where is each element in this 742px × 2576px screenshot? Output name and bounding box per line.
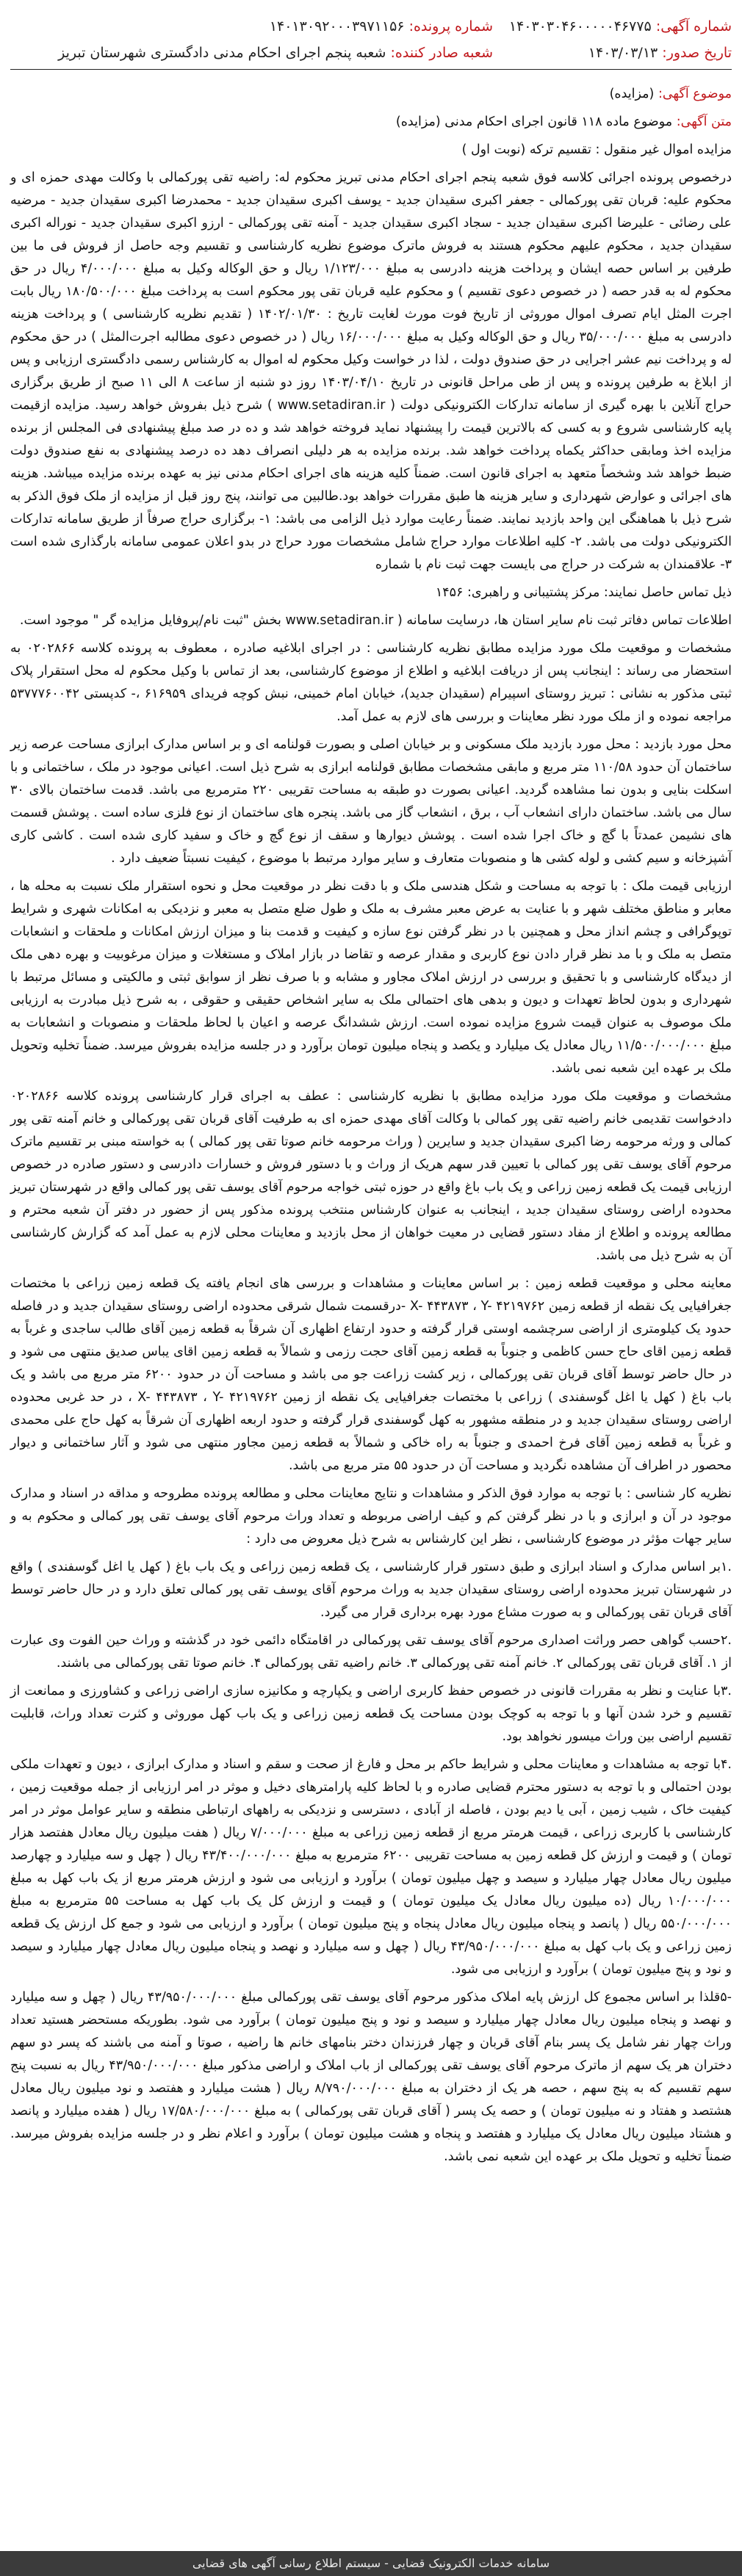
issue-date-field [493, 40, 732, 66]
opinion-item-1: .۱بر اساس مدارک و اسناد ابرازی و طبق دستور قرار کارشناسی ، یک قطعه زمین زراعی و یک باب باغ ( کهل یا اغل گوسفندی ) واقع در شهرستان تبریز محدوده اراضی روستای سقیدان جدید به وراث مرحوم آقای یوسف تقی پور کمالی تعلق دارد و در حال حاضر توسط آقای قربان تقی پورکمالی و به صورت مشاع مورد بهره برداری قرار می گیرد. [10, 1560, 732, 1620]
issue-date-value: ۱۴۰۳/۰۳/۱۳ [588, 45, 658, 61]
page-footer: سامانه خدمات الکترونیک قضایی - سیستم اطلاع رسانی آگهی های قضایی [0, 2551, 742, 2576]
paragraph-property-valuation: ارزیابی قیمت ملک : با توجه به مساحت و شکل هندسی ملک و با دقت نظر در موقعیت محل و نحوه استقرار ملک نسبت به محله ها ، معابر و مناطق مختلف شهر و با عنایت به عرض معبر مشرف به ملک و طول ضلع متصل به معبر و نزدیکی به امکانات شهری و شرایط توپوگرافی و چشم انداز محل و همچنین با در نظر گرفتن نوع سازه و کیفیت و قدمت بنا و میزان ارزش امکانات و ملحقات و انشعابات متصل به ملک و با مد نظر قرار دادن نوع کاربری و مقدار عرصه و تقاضا در بازار املاک و مستغلات و میزان مرغوبیت و بهره دهی ملک از دیدگاه کارشناسی و با تحقیق و بررسی در ارزش املاک مجاور و مشابه و با صرف نظر از سوابق ثبتی و مالکیتی و مسائل مرتبط با شهرداری و بدون لحاظ تعهدات و دیون و بدهی های احتمالی ملک به سایر اشخاص حقیقی و حقوقی ، به شرح ذیل مبادرت به ارزیابی ملک موصوف به عنوان قیمت شروع مزایده نموده است. ارزش ششدانگ عرصه و اعیان با لحاظ ملحقات و منصوبات و انشعابات به مبلغ ۱۱/۵۰۰/۰۰۰/۰۰۰ ریال معادل یک میلیارد و یکصد و پنجاه میلیون تومان برآورد و در جلسه مزایده بفروش میرسد. ضمناً تخلیه وتحویل ملک بر عهده این شعبه نمی باشد. [10, 879, 732, 1076]
auction-heading: مزایده اموال غیر منقول : تقسیم ترکه (نوبت اول ) [461, 142, 732, 157]
paragraph-support-contact: ذیل تماس حاصل نمایند: مرکز پشتیبانی و راهبری: ۱۴۵۶ [435, 585, 732, 600]
opinion-item-4: .۴با توجه به مشاهدات و معاینات محلی و شرایط حاکم بر محل و فارغ از صحت و سقم و اسناد و مدارک ابرازی ، دیون و تعهدات ملکی بودن احتمالی و با توجه به دستور محترم قضایی صادره و با لحاظ کلیه پارامترهای دخیل و موثر در امر ارزیابی از جمله موقعیت زمین ، کیفیت خاک ، شیب زمین ، آبی یا دیم بودن ، فاصله از آبادی ، دسترسی و نزدیکی به راههای ارتباطی منطقه و سایر عوامل موثر در امر کارشناسی با کاربری زراعی ، قیمت هرمتر مربع از قطعه زمین زراعی به مبلغ ۷/۰۰۰/۰۰۰ ریال ( هفت میلیون ریال معادل هفتصد هزار تومان ) و قیمت و ارزش کل قطعه زمین به مساحت تقریبی ۶۲۰۰ مترمربع به مبلغ ۴۳/۴۰۰/۰۰۰/۰۰۰ ریال ( چهل و سه میلیارد و چهارصد میلیون ریال معادل چهار میلیارد و سیصد و چهل میلیون تومان ) برآورد و ارزیابی می شود و ارزش هرمتر مربع از یک باب کهل به مبلغ ۱۰/۰۰۰/۰۰۰ ریال (ده میلیون ریال معادل یک میلیون تومان ) و قیمت و ارزش کل یک باب کهل به مساحت ۵۵ مترمربع به مبلغ ۵۵۰/۰۰۰/۰۰۰ ریال ( پانصد و پنجاه میلیون ریال معادل پنجاه و پنج میلیون تومان ) برآورد و ارزیابی می شود و جمع کل ارزش یک قطعه زمین زراعی و یک باب کهل به مبلغ ۴۳/۹۵۰/۰۰۰/۰۰۰ ریال ( چهل و سه میلیارد و نهصد و پنجاه میلیون ریال معادل چهار میلیارد و سیصد و نود و پنج میلیون تومان ) برآورد و ارزیابی می شود. [10, 1757, 732, 1977]
ad-text-line [10, 111, 732, 134]
header-row-2 [10, 40, 732, 66]
subject-label: موضوع آگهی: [658, 87, 732, 101]
issue-date-label: تاریخ صدور: [662, 45, 732, 61]
ad-text-label: متن آگهی: [676, 115, 732, 129]
ad-number-label: شماره آگهی: [655, 18, 732, 35]
header-row-1 [10, 13, 732, 40]
paragraph-land-inspection: معاینه محلی و موقعیت قطعه زمین : بر اساس معاینات و مشاهدات و بررسی های انجام یافته یک قطعه زمین زراعی با مختصات جغرافیایی یک نقطه از قطعه زمین X- ۴۴۳۸۷۳ ، Y- ۴۲۱۹۷۶۲ -درقسمت شمال شرقی محدوده اراضی روستای سقیدان جدید و در فاصله حدود یک کیلومتری از اراضی سرچشمه اوستی قرار گرفته و حدود ارتفاع اظهاری آن شرقاً به قطعه زمین آقای طالب ساجدی و غرباً به قطعه زمین اقای حاج حسن کاظمی و جنوباً به قطعه زمین آقای حجت رزمی و شمالاً به قطعه زمین اقای یباس صدیق منتهی می شود و در حال حاضر توسط آقای قربان تقی پورکمالی ، زیر کشت زراعت جو می باشد و مساحت آن در حدود ۶۲۰۰ متر مربع می باشد و یک باب باغ ( کهل یا اغل گوسفندی ) زراعی با مختصات جغرافیایی یک نقطه از زمین X- ۴۴۳۸۷۳ ، Y- ۴۲۱۹۷۶۲ ، در حد غربی محدوده اراضی روستای سقیدان جدید و در منطقه مشهور به کهل گوسفندی قرار گرفته و حدود اربعه اظهاری آن شرقاً به کهل حاج علی محمدی و غرباً به قطعه زمین آقای فرخ احمدی و جنوباً به راه خاکی و شمالاً به قطعه زمین مجاور منتهی می شود و آثار ساختمانی و دیوار محصور در اطراف آن مشاهده نگردید و مساحت آن در حدود ۵۵ متر مربع می باشد. [10, 1276, 732, 1473]
subject-value: (مزایده) [609, 87, 655, 101]
issuing-branch-label: شعبه صادر کننده: [390, 45, 493, 61]
notice-body [10, 83, 732, 2174]
ad-text-intro: موضوع ماده ۱۱۸ قانون اجرای احکام مدنی (مزایده) [395, 115, 673, 129]
paragraph-property-location: مشخصات و موقعیت ملک مورد مزایده مطابق نظریه کارشناسی : در اجرای ابلاغیه صادره ، معطوف به پرونده کلاسه ۰۲۰۲۸۶۶ به استحضار می رساند : اینجانب پس از دریافت ابلاغیه و اطلاع از موضوع کارشناسی، بعد از تماس با وکیل محکوم له محل استقرار پلاک ثبتی مذکور به نشانی : تبریز روستای اسپیرام (سقیدان جدید)، خیابان امام خمینی، نبش کوچه فریدای ۶۱۶۹۵۹ ،- کدپستی ۵۳۷۷۷۶۰۰۴۲ مراجعه نموده و از ملک مورد نظر معاینات و بررسی های لازم به عمل آمد. [10, 641, 732, 724]
issuing-branch-field [10, 40, 493, 66]
subject-line [10, 83, 732, 106]
paragraph-visited-property: محل مورد بازدید : محل مورد بازدید ملک مسکونی و بر خیابان اصلی و بصورت قولنامه ای و بر اساس مدارک ابرازی مساحت عرصه زیر ساختمان آن حدود ۱۱۰/۵۸ متر مربع و مابقی مشخصات مطابق قولنامه ابرازی به شرح ذیل است. اعیانی موجود در ملک ، ساختمانی و با اسکلت بنایی و بدون نما مشاهده گردید. اعیانی بصورت دو طبقه به مساحت تقریبی ۲۲۰ مترمربع می باشد. قدمت ساختمان بالای ۳۰ سال می باشد. ساختمان دارای انشعاب آب ، برق ، انشعاب گاز می باشد. پنجره های ساختمان از نوع فلزی ساده است . پوشش قسمت های نشیمن عمدتاً با گچ و خاک اجرا شده است . پوشش دیوارها و سقف از نوع گچ و خاک و سفید کاری شده است . کاشی کاری آشپزخانه و سیم کشی و لوله کشی ها و منصوبات متعارف و سایر موارد مرتبط با موضوع ، کیفیت نسبتاً ضعیف دارد . [10, 737, 732, 866]
header-divider [10, 69, 732, 70]
opinion-item-5: -۵قلذا بر اساس مجموع کل ارزش پایه املاک مذکور مرحوم آقای یوسف تقی پورکمالی مبلغ ۴۳/۹۵۰/۰۰۰/۰۰۰ ریال ( چهل و سه میلیارد و نهصد و پنجاه میلیون ریال معادل چهار میلیارد و سیصد و نود و پنج میلیون تومان ) برآورد می شود. بطوریکه مستحضر هستید تعداد وراث چهار نفر شامل یک پسر بنام آقای قربان و چهار فرزندان دختر بنامهای خانم ها راضیه ، صوتا و آمنه می باشند که پسر دو سهم دختران هر یک سهم از ماترک مرحوم آقای یوسف تقی پورکمالی از باب املاک و اراضی مذکور مبلغ ۴۳/۹۵۰/۰۰۰/۰۰۰ ریال به نسبت پنج سهم تقسیم که به پنج سهم ، حصه هر یک از دختران به مبلغ ۸/۷۹۰/۰۰۰/۰۰۰ ریال ( هشت میلیارد و هفتصد و نود میلیون ریال معادل هشتصد و هفتاد و نه میلیون تومان ) و حصه یک پسر ( آقای قربان تقی پورکمالی ) به مبلغ ۱۷/۵۸۰/۰۰۰/۰۰۰ ریال ( هفده میلیارد و پانصد و هشتاد میلیون ریال معادل یک میلیارد و هفتصد و پنجاه و هشت میلیون تومان ) برآورد و اعلام نظر و در جلسه مزایده بفروش میرسد. ضمناً تخلیه و تحویل ملک بر عهده این شعبه نمی باشد. [10, 1990, 732, 2164]
paragraph-auction-terms: درخصوص پرونده اجرائی کلاسه فوق شعبه پنجم اجرای احکام مدنی تبریز محکوم له: راضیه تقی پورکمالی با وکالت مهدی حمزه ای و محکوم علیه: قربان تقی پورکمالی - جعفر اکبری سقیدان جدید - یوسف اکبری سقیدان جدید - محمدرضا اکبری سقیدان جدید - مرضیه علی رضائی - علیرضا اکبری سقیدان جدید - سجاد اکبری سقیدان جدید - آمنه تقی پورکمالی - ارزو اکبری سقیدان جدید - نوراله اکبری سقیدان جدید ، محکوم علیهم محکوم هستند به فروش ماترک موضوع نظریه کارشناسی و تقسیم وجه حاصل از فروش فی ما بین طرفین بر اساس حصه ایشان و پرداخت هزینه دادرسی به مبلغ ۱/۱۲۳/۰۰۰ ریال و حق الوکاله وکیل به مبلغ ۴/۰۰۰/۰۰۰ ریال در حق محکوم له به قدر حصه ( در خصوص دعوی تقسیم ) و محکوم علیه قربان تقی پور محکوم است به پرداخت مبلغ ۱۸۰/۵۰۰/۰۰۰ ریال بابت اجرت المثل ایام تصرف اموال موروثی از تاریخ فوت مورث لغایت تاریخ : ۱۴۰۲/۰۱/۳۰ ( تقدیم نظریه کارشناسی ) و پرداخت هزینه دادرسی به مبلغ ۳۵/۰۰۰/۰۰۰ ریال و حق الوکاله وکیل به مبلغ ۱۶/۰۰۰/۰۰۰ ریال ( در خصوص دعوی مطالبه اجرت‌المثل ) در حق محکوم له و پرداخت نیم عشر اجرایی در حق صندوق دولت ، لذا در خواست وکیل محکوم له اموال به کارشناس رسمی دادگستری ارزیابی و پس از ابلاغ به طرفین پرونده و پس از طی مراحل قانونی در تاریخ ۱۴۰۳/۰۴/۱۰ روز دو شنبه از ساعت ۸ الی ۱۱ صبح از طریق برگزاری حراج آنلاین با بهره گیری از سامانه تدارکات الکترونیکی دولت ( www.setadiran.ir ) شرح ذیل بفروش خواهد رسید. مزایده ازقیمت پایه کارشناسی شروع و به کسی که بالاترین قیمت را پیشنهاد نماید فروخته خواهد شد و ده در صد مبلغ پیشنهادی فی المجلس از برنده مزایده اخذ ومابقی حداکثر یکماه پرداخت خواهد شد. برنده مزایده به هر دلیلی انصراف دهد ده درصد پیشنهادی به نفع صندوق دولت ضبط خواهد شد وشخصاً متعهد به اجرای قانون است. ضمناً کلیه هزینه های اجرای احکام مدنی نیز به عهده برنده مزایده میباشد. هزینه های اجرائی و عوارض شهرداری و سایر هزینه ها طبق مقررات خواهد بود.طالبین می توانند، پنج روز قبل از مزایده از ملک فوق الذکر به شرح ذیل با هماهنگی این واحد بازدید نمایند. ضمناً رعایت موارد ذیل الزامی می باشد: ۱- برگزاری حراج صرفاً از طریق سامانه تدارکات الکترونیکی دولت می باشد. ۲- کلیه اطلاعات موارد حراج شامل مشخصات مورد حراج در بدو اعلان عمومی سامانه بارگذاری شده است ۳- علاقمندان به شرکت در حراج می بایست جهت ثبت نام با شماره [10, 170, 732, 572]
ad-number-value: ۱۴۰۳۰۳۰۴۶۰۰۰۰۰۴۶۷۷۵ [508, 18, 652, 35]
paragraph-expert-opinion: نظریه کار شناسی : با توجه به موارد فوق الذکر و مشاهدات و نتایج معاینات محلی و مطالعه پرونده مطروحه و مداقه در اسناد و مدارک موجود در آن و ابرازی و با در نظر گرفتن کم و کیف اراضی مربوطه و تعداد وراث مرحوم آقای یوسف تقی پور کمالی و محکوم به و سایر جهات مؤثر در موضوع کارشناسی ، نظر این کارشناس به شرح ذیل معروض می دارد : [10, 1486, 732, 1546]
case-number-value: ۱۴۰۱۳۰۹۲۰۰۰۳۹۷۱۱۵۶ [269, 18, 405, 35]
opinion-item-3: .۳با عنایت و نظر به مقررات قانونی در خصوص حفظ کاربری اراضی و یکپارچه و مکانیزه سازی اراضی زراعی و کشاورزی و ممانعت از تقسیم و خرد شدن آنها و با توجه به کوچک بودن مساحت یک قطعه زمین زراعی و یک باب کهل موروثی و کثرت تعداد وراث، قابلیت تقسیم اراضی بین وراث میسور نخواهد بود. [10, 1684, 732, 1744]
paragraph-expert-report: مشخصات و موقعیت ملک مورد مزایده مطابق با نظریه کارشناسی : عطف به اجرای قرار کارشناسی پرونده کلاسه ۰۲۰۲۸۶۶ دادخواست تقدیمی خانم راضیه تقی پور کمالی با وکالت آقای مهدی حمزه ای به طرفیت آقای قربان تقی پورکمالی و خانم آمنه تقی پور کمالی و ورثه مرحومه رضا اکبری سقیدان جدید و سایرین ( وراث مرحومه خانم صوتا تقی پور کمالی ) به خواسته مبنی بر تقسیم ماترک مرحوم آقای یوسف تقی پور کمالی با تعیین قدر سهم هریک از وراث و با دستور فروش و خسارات دادرسی و دستور صادره در خصوص ارزیابی قیمت یک قطعه زمین زراعی و یک باب باغ واقع در حوزه ثبتی خواجه مرحوم آقای یوسف تقی پور کمالی واقع در شهرستان تبریز محدوده اراضی روستای سقیدان جدید ، اینجانب به عنوان کارشناس منتخب پرونده مذکور پس از حضور در دفتر آن شعبه محترم و مطالعه پرونده و اطلاع از مفاد دستور قضایی در معیت خواهان از محل بازدید و معاینات محلی لازم به عمل آمد که گزارش کارشناسی آن به شرح ذیل می باشد. [10, 1089, 732, 1263]
ad-number-field [493, 13, 732, 40]
opinion-item-2: .۲حسب گواهی حصر وراثت اصداری مرحوم آقای یوسف تقی پورکمالی در اقامتگاه دائمی خود در گذشته و وراث حین الفوت وی عبارت از ۱. آقای قربان تقی پورکمالی ۲. خانم آمنه تقی پورکمالی ۳. خانم راضیه تقی پورکمالی ۴. خانم صوتا تقی پورکمالی می باشند. [10, 1633, 732, 1671]
case-number-label: شماره پرونده: [408, 18, 493, 35]
issuing-branch-value: شعبه پنجم اجرای احکام مدنی دادگستری شهرستان تبریز [58, 45, 386, 61]
notice-header [10, 13, 732, 70]
paragraph-registration-offices: اطلاعات تماس دفاتر ثبت نام سایر استان ها، درسایت سامانه ( www.setadiran.ir بخش "ثبت نام/پروفایل مزایده گر " موجود است. [19, 613, 732, 628]
case-number-field [225, 13, 493, 40]
